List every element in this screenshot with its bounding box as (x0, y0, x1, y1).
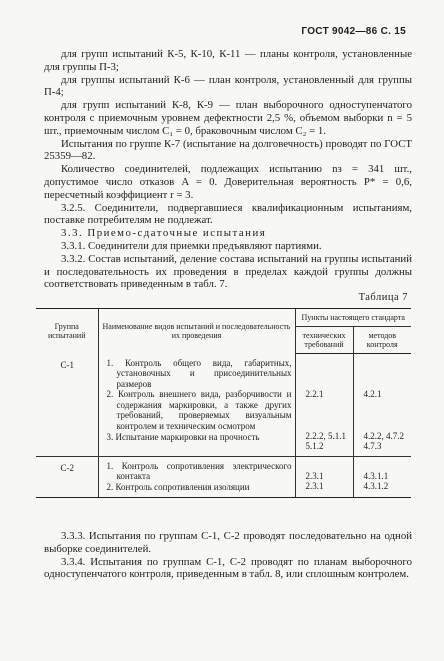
paragraph: для групп испытаний К-8, К-9 — план выборочного одноступенчатого контроля с приемочным уровнем дефектности 2,5 %, объемом выборки n = 5 шт., приемочным числом C₁ = 0, браковочным числом C₂ = 1. (44, 99, 412, 137)
table-row (36, 354, 411, 457)
methods-cell (353, 456, 411, 497)
method-ref: 4.3.1.2 (363, 481, 389, 492)
paragraph: 3.3.2. Состав испытаний, деление состава испытаний на группы испытаний и последовательность их проведения в пределах каждой группы должны соответствовать приведенным в табл. 7. (44, 252, 412, 291)
group-cell: С-1 (36, 354, 98, 457)
paragraph: 3.2.5. Соединители, подвергавшиеся квалификационным испытаниям, поставке потребителям не подлежат. (44, 201, 412, 227)
section-heading: 3.3. Приемо-сдаточные испытания (61, 227, 267, 240)
test-item: 3. Испытание маркировки на прочность (106, 431, 260, 442)
requirement-ref: 2.3.1 (305, 470, 324, 481)
method-ref: 4.2.2, 4.7.2 (363, 430, 404, 441)
tests-cell (98, 456, 295, 497)
header-points: Пункты настоящего стандарта (295, 309, 411, 327)
requirement-ref: 2.3.1 (305, 481, 324, 492)
header-requirements: технических требований (295, 327, 353, 354)
tests-table (36, 308, 411, 498)
requirement-ref: 5.1.2 (305, 441, 324, 452)
header-group: Группа испытаний (36, 309, 98, 354)
paragraph: для группы испытаний К-6 — план контроля, установленный для группы П-4; (44, 73, 412, 99)
method-ref: 4.3.1.1 (363, 470, 389, 481)
requirement-ref: 2.2.2, 5.1.1 (305, 430, 346, 441)
test-item: 2. Контроль сопротивления изоляции (106, 481, 250, 492)
group-cell: С-2 (36, 456, 98, 497)
paragraph: 3.3.3. Испытания по группам С-1, С-2 проводят последовательно на одной выборке соединителей. (44, 530, 412, 555)
paragraph: 3.3.1. Соединители для приемки предъявляют партиями. (61, 239, 322, 252)
paragraph: для групп испытаний К-5, К-10, К-11 — планы контроля, установленные для группы П-3; (44, 48, 412, 73)
bottom-text-block (44, 530, 412, 581)
top-text-block (44, 48, 412, 291)
table-caption: Таблица 7 (358, 292, 408, 303)
paragraph: 3.3.4. Испытания по группам С-1, С-2 проводят по планам выборочного одноступенчатого контроля, приведенным в табл. 8, или сплошным контролем. (44, 555, 412, 581)
header-methods: методов контроля (353, 327, 411, 354)
test-item: 1. Контроль общего вида, габаритных, установочных и присоединительных размеров (106, 357, 292, 389)
paragraph: Количество соединителей, подлежащих испытанию nз = 341 шт., допустимое число отказов A = 0. Доверительная вероятность P* = 0,6, пересчетный коэффициент r = 3. (44, 163, 412, 201)
test-item: 1. Контроль сопротивления электрического контакта (106, 460, 292, 482)
test-item: 2. Контроль внешнего вида, разборчивости и содержания маркировки, а также других требований, проверяемых визуальным контролем и техническим осмотром (106, 389, 292, 432)
requirement-ref: 2.2.1 (305, 389, 324, 399)
requirements-cell (295, 456, 353, 497)
paragraph: Испытания по группе К-7 (испытание на долговечность) проводят по ГОСТ 25359—82. (44, 137, 412, 163)
method-ref: 4.7.3 (363, 441, 382, 452)
method-ref: 4.2.1 (363, 389, 382, 399)
header-tests: Наименование видов испытаний и последовательность их проведения (98, 309, 295, 354)
tests-cell (98, 354, 295, 457)
table-row (36, 456, 411, 497)
page-header: ГОСТ 9042—86 С. 15 (301, 26, 406, 37)
methods-cell (353, 354, 411, 457)
requirements-cell (295, 354, 353, 457)
